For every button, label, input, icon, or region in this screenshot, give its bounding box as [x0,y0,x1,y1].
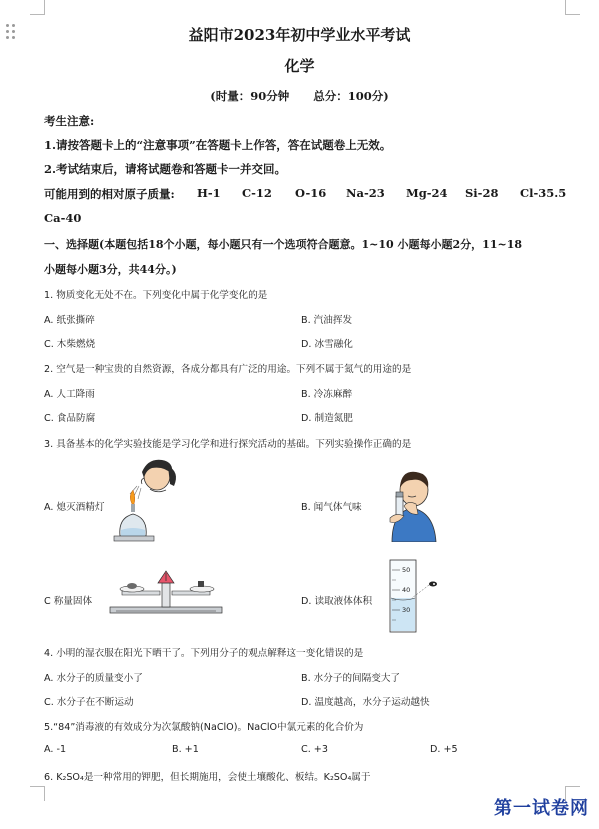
atomic-mass-wrap: Ca-40 [44,211,82,225]
question-5-option-c[interactable]: C. +3 [301,744,328,755]
question-3-stem: 3. 具备基本的化学实验技能是学习化学和进行探究活动的基础。下列实验操作正确的是 [44,439,412,450]
atomic-mass-item: Na-23 [346,186,385,200]
question-1-option-d[interactable]: D. 冰雪融化 [301,339,353,350]
question-1-option-b[interactable]: B. 汽油挥发 [301,315,353,326]
site-watermark: 第一试卷网 [494,798,589,819]
question-5-option-d[interactable]: D. +5 [430,744,458,755]
weigh-solid-balance-illustration [108,567,224,615]
question-4-option-d[interactable]: D. 温度越高，水分子运动越快 [301,697,430,708]
question-4-stem: 4. 小明的湿衣服在阳光下晒干了。下列用分子的观点解释这一变化错误的是 [44,648,364,659]
question-4-option-a[interactable]: A. 水分子的质量变小了 [44,673,143,684]
page-corner-mark [30,0,45,15]
question-6-stem: 6. K₂SO₄是一种常用的钾肥，但长期施用，会使土壤酸化、板结。K₂SO₄属于 [44,772,371,783]
cylinder-tick-label: 40 [402,586,411,594]
smell-gas-illustration [378,466,446,542]
exam-time-info: (时量：90分钟 总分：100分) [210,89,389,103]
question-1-stem: 1. 物质变化无处不在。下列变化中属于化学变化的是 [44,290,268,301]
question-4-option-c[interactable]: C. 水分子在不断运动 [44,697,134,708]
cylinder-tick-label: 50 [402,566,411,574]
atomic-mass-line [44,186,567,202]
question-3-option-c[interactable]: C 称量固体 [44,596,93,607]
atomic-mass-item: Si-28 [465,186,499,200]
atomic-mass-item: Cl-35.5 [520,186,567,200]
atomic-mass-item: O-16 [295,186,327,200]
exam-title: 益阳市2023年初中学业水平考试 [188,26,411,44]
question-3-option-d[interactable]: D. 读取液体体积 [301,596,373,607]
notice-item-2: 2.考试结束后，请将试题卷和答题卡一并交回。 [44,162,287,176]
question-1-option-c[interactable]: C. 木柴燃烧 [44,339,96,350]
page-corner-mark [565,0,580,15]
question-1-option-a[interactable]: A. 纸张撕碎 [44,315,95,326]
section-heading-line-1: 一、选择题(本题包括18个小题，每小题只有一个选项符合题意。1~10 小题每小题2分，11~18 [44,238,523,251]
notice-heading: 考生注意: [44,114,95,128]
exam-subject: 化学 [284,57,315,75]
page-corner-mark [30,786,45,801]
question-5-stem: 5.“84”消毒液的有效成分为次氯酸钠(NaClO)。NaClO中氯元素的化合价为 [44,722,364,733]
cylinder-tick-label: 30 [402,606,411,614]
atomic-mass-item: H-1 [197,186,221,200]
question-3-option-a[interactable]: A. 熄灭酒精灯 [44,502,105,513]
atomic-mass-label: 可能用到的相对原子质量: [44,187,175,201]
atomic-mass-item: Mg-24 [406,186,448,200]
question-2-option-a[interactable]: A. 人工降雨 [44,389,95,400]
question-5-option-a[interactable]: A. -1 [44,744,67,755]
section-heading-line-2: 小题每小题3分，共44分。) [44,263,177,276]
question-2-option-b[interactable]: B. 冷冻麻醉 [301,389,353,400]
atomic-mass-item: C-12 [242,186,272,200]
blow-out-lamp-illustration [112,456,182,552]
notice-item-1: 1.请按答题卡上的“注意事项”在答题卡上作答，答在试题卷上无效。 [44,138,392,152]
read-volume-cylinder-illustration [380,558,440,636]
question-4-option-b[interactable]: B. 水分子的间隔变大了 [301,673,401,684]
question-2-option-c[interactable]: C. 食品防腐 [44,413,96,424]
question-3-option-b[interactable]: B. 闻气体气味 [301,502,362,513]
question-2-option-d[interactable]: D. 制造氮肥 [301,413,353,424]
question-2-stem: 2. 空气是一种宝贵的自然资源，各成分都具有广泛的用途。下列不属于氮气的用途的是 [44,364,412,375]
question-5-option-b[interactable]: B. +1 [172,744,199,755]
